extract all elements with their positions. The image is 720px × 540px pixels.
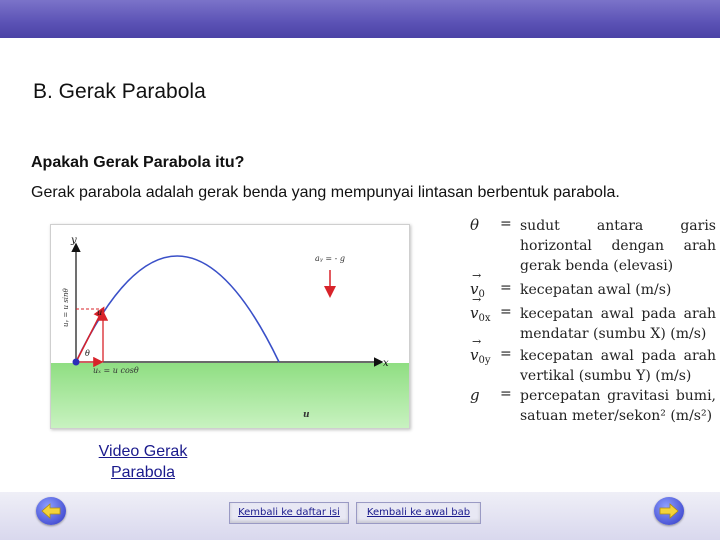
header-band — [0, 0, 720, 38]
vector-arrow-icon: → — [472, 269, 482, 282]
legend-subscript: 0x — [478, 313, 491, 324]
gravity-label: aᵧ = - g — [315, 254, 345, 263]
vy-label: uᵧ = u sinθ — [62, 288, 70, 327]
definition-text: Gerak parabola adalah gerak benda yang mempunyai lintasan berbentuk parabola. — [31, 184, 620, 201]
prev-button[interactable] — [36, 497, 66, 525]
legend-symbol — [470, 293, 491, 324]
arrow-right-icon — [659, 502, 679, 520]
legend-symbol — [470, 386, 480, 404]
legend-subscript: 0 — [478, 289, 485, 300]
legend-symbol — [470, 216, 479, 234]
initial-velocity-label-bottom: u — [303, 410, 310, 420]
vx-label: uₓ = u cosθ — [93, 366, 139, 375]
legend-equals: = — [500, 216, 512, 232]
parabola-figure — [50, 224, 410, 429]
vector-arrow-icon: → — [472, 293, 482, 306]
chapter-start-button[interactable]: Kembali ke awal bab — [356, 502, 481, 524]
legend-equals: = — [500, 280, 512, 296]
legend-description: percepatan gravitasi bumi, satuan meter/sekon² (m/s²) — [520, 388, 716, 424]
initial-velocity-label: u — [97, 308, 103, 317]
legend-symbol-text: g — [470, 386, 480, 404]
y-axis-label: y — [71, 235, 77, 246]
legend-description: kecepatan awal pada arah vertikal (sumbu Y) (m/s) — [520, 348, 716, 384]
parabola-diagram — [51, 225, 409, 428]
trajectory-curve — [76, 256, 279, 362]
legend-equals: = — [500, 346, 512, 362]
angle-label: θ — [85, 349, 90, 358]
legend-symbol-text: v — [470, 280, 479, 298]
question-text: Apakah Gerak Parabola itu? — [31, 154, 245, 171]
video-link[interactable]: Video Gerak Parabola — [98, 443, 188, 481]
launch-point — [73, 359, 80, 366]
legend-symbol-text: v — [470, 304, 479, 322]
legend-symbol — [470, 335, 491, 366]
legend-equals: = — [500, 304, 512, 320]
legend-description: kecepatan awal pada arah mendatar (sumbu X) (m/s) — [520, 306, 716, 342]
legend-symbol-text: v — [470, 346, 479, 364]
next-button[interactable] — [654, 497, 684, 525]
toc-button[interactable]: Kembali ke daftar isi — [229, 502, 349, 524]
legend-subscript: 0y — [478, 355, 491, 366]
arrow-left-icon — [41, 502, 61, 520]
legend-description: kecepatan awal (m/s) — [520, 282, 672, 298]
slide-title: B. Gerak Parabola — [33, 80, 206, 103]
legend-equals: = — [500, 386, 512, 402]
x-axis-label: x — [383, 358, 389, 369]
vector-arrow-icon: → — [472, 335, 482, 348]
legend-symbol-text: θ — [470, 216, 480, 234]
legend-description: sudut antara garis horizontal dengan arah gerak benda (elevasi) — [520, 218, 716, 274]
